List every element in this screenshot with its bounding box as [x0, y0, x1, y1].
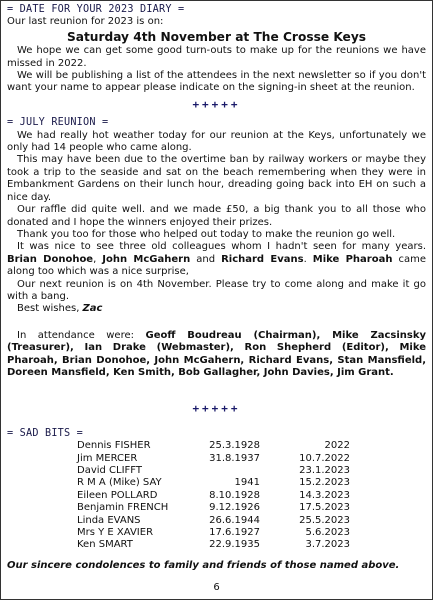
obituary-born: 9.12.1926: [209, 502, 260, 514]
obituary-row: [77, 490, 350, 502]
obituary-row: [77, 502, 350, 514]
obituary-name: Benjamin FRENCH: [77, 502, 169, 514]
diary-paragraph: We hope we can get some good turn-outs to make up for the reunions we have missed in 2022.: [7, 45, 426, 69]
obituary-born: 1941: [234, 477, 260, 489]
obituary-name: Ken SMART: [77, 539, 133, 551]
section-divider: +++++: [192, 97, 241, 111]
obituary-died: 17.5.2023: [299, 502, 350, 514]
signoff-name: Zac: [82, 303, 103, 315]
obituary-row: [77, 465, 350, 477]
obituary-name: Dennis FISHER: [77, 440, 151, 452]
obituary-name: R M A (Mike) SAY: [77, 477, 162, 489]
obituary-born: 17.6.1927: [209, 527, 260, 539]
obituary-name: Mrs Y E XAVIER: [77, 527, 154, 539]
colleague-name: Mike Pharoah: [312, 253, 393, 265]
july-paragraph: Our raffle did quite well. and we made £50, a big thank you to all those who donated and I hope the winners enjoyed their prizes.: [7, 204, 426, 228]
colleague-name: Richard Evans: [221, 253, 304, 265]
signoff-text: Best wishes,: [17, 303, 83, 315]
obituary-row: [77, 527, 350, 539]
july-paragraph: We had really hot weather today for our reunion at the Keys, unfortunately we only had 14 people who came along.: [7, 129, 426, 154]
july-paragraph-colleagues: [7, 241, 426, 278]
obituary-born: [185, 465, 260, 477]
obituary-row: [77, 440, 350, 452]
july-paragraph: Our next reunion is on 4th November. Please try to come along and make it go with a bang.: [7, 278, 426, 302]
obituary-born: 25.3.1928: [209, 440, 260, 452]
obituary-name: Jim MERCER: [77, 452, 138, 464]
july-paragraph: This may have been due to the overtime ban by railway workers or maybe they took a trip to the seaside and sat on the beach remembering when they were in Embankment Gardens on their lunch hour, dreading going back into EH on such a nice day.: [7, 154, 426, 203]
obituary-born: 8.10.1928: [209, 489, 260, 501]
condolences-line: Our sincere condolences to family and friends of those named above.: [7, 559, 400, 571]
obituary-died: 23.1.2023: [299, 465, 350, 476]
obituary-died: 10.7.2022: [299, 452, 350, 464]
obituary-row: [77, 515, 350, 527]
obituary-name: Eileen POLLARD: [77, 489, 158, 501]
attendance-intro: In attendance were:: [17, 329, 146, 341]
attendee-names: Geoff Boudreau (Chairman), Mike Zacsinsky (Treasurer), Ian Drake (Webmaster), Ron Shepherd (Editor), Mike Pharoah, Brian Donohoe, John McGahern, Richard Evans, Stan Mansfield, Doreen Mansfield, Ken Smith, Bob Gallagher, John Davies, Jim Grant.: [7, 329, 426, 378]
obituary-name: Linda EVANS: [77, 514, 141, 526]
obituary-died: 3.7.2023: [305, 539, 350, 551]
july-heading: = JULY REUNION =: [7, 117, 109, 129]
colleagues-text: It was nice to see three old colleagues whom I hadn't seen for many years.: [17, 241, 426, 253]
obituary-died: 5.6.2023: [305, 527, 350, 539]
obituary-born: 26.6.1944: [209, 514, 260, 526]
obituary-row: [77, 453, 350, 465]
separator: and: [190, 253, 222, 265]
diary-paragraph: We will be publishing a list of the attendees in the next newsletter so if you don't want your name to appear please indicate on the signing-in sheet at the reunion.: [7, 70, 426, 94]
section-divider: +++++: [192, 402, 241, 416]
colleague-name: John McGahern: [102, 253, 191, 265]
separator: ,: [93, 253, 103, 265]
obituary-born: 31.8.1937: [209, 452, 260, 464]
attendance-list: [7, 330, 426, 380]
obituary-died: 2022: [324, 440, 350, 452]
sad-bits-heading: = SAD BITS =: [7, 427, 84, 439]
diary-heading: = DATE FOR YOUR 2023 DIARY =: [7, 4, 185, 15]
page-number: 6: [213, 581, 220, 593]
july-paragraph: Thank you too for those who helped out today to make the reunion go well.: [17, 228, 396, 240]
diary-intro: Our last reunion for 2023 is on:: [7, 16, 164, 28]
obituary-table: [77, 440, 350, 552]
signoff: [7, 303, 426, 315]
obituary-died: 25.5.2023: [299, 514, 350, 526]
obituary-row: [77, 477, 350, 489]
event-date: Saturday 4th November at The Crosse Keys: [66, 29, 367, 44]
obituary-row: [77, 539, 350, 551]
obituary-died: 14.3.2023: [299, 489, 350, 501]
obituary-name: David CLIFFT: [77, 465, 142, 476]
obituary-born: 22.9.1935: [209, 539, 260, 551]
colleague-name: Brian Donohoe: [7, 253, 94, 265]
obituary-died: 15.2.2023: [299, 477, 350, 489]
colleagues-text: came along too which was a nice surprise,: [7, 253, 427, 278]
separator: .: [303, 253, 313, 265]
